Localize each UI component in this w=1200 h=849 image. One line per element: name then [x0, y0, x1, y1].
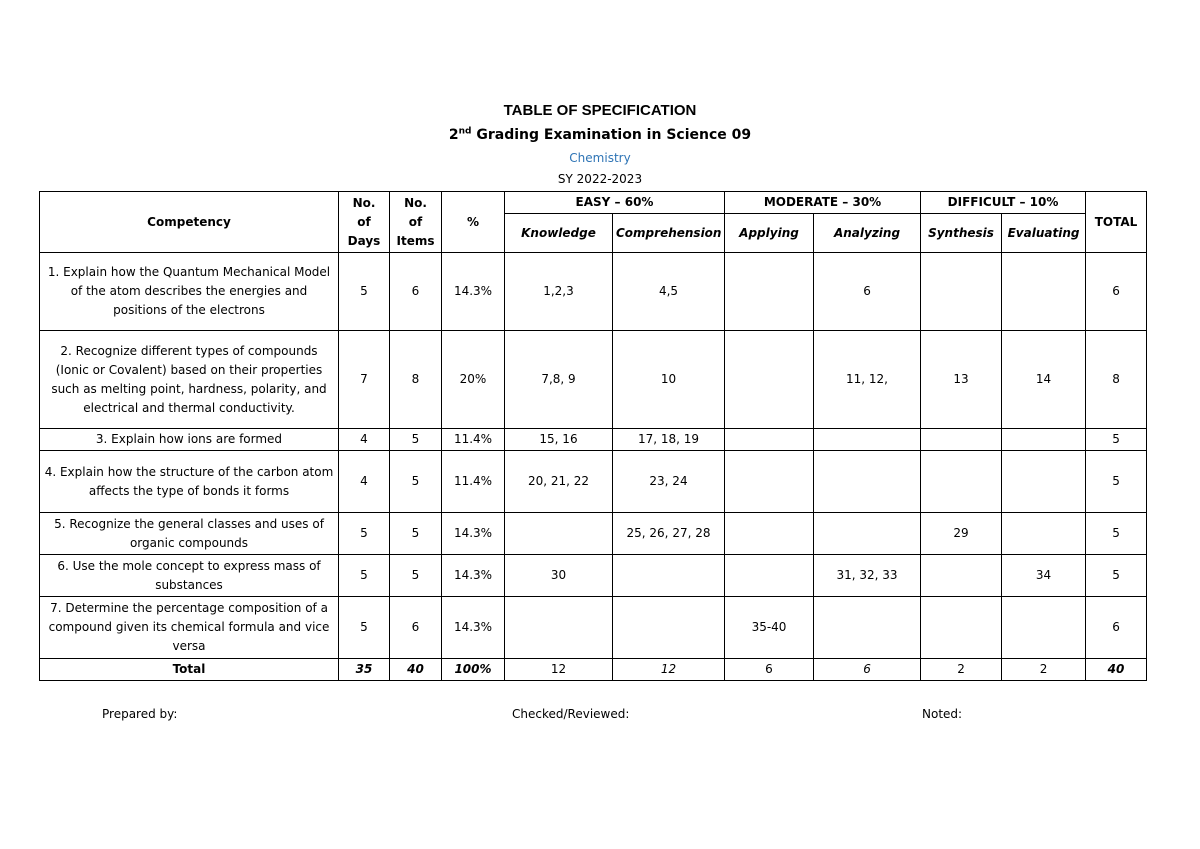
header-items: No. of Items: [390, 192, 442, 253]
days-cell: 5: [339, 597, 390, 659]
analyzing-cell: [814, 429, 921, 451]
comprehension-cell: 25, 26, 27, 28: [613, 513, 725, 555]
analyzing-cell: 11, 12,: [814, 331, 921, 429]
header-days: No. of Days: [339, 192, 390, 253]
competency-cell: 5. Recognize the general classes and uses of organic compounds: [40, 513, 339, 555]
applying-cell: 35-40: [725, 597, 814, 659]
synthesis-cell: [921, 451, 1002, 513]
percent-cell: 14.3%: [442, 597, 505, 659]
header-moderate: MODERATE – 30%: [725, 192, 921, 214]
total-cell: 8: [1086, 331, 1147, 429]
totals-comprehension: 12: [613, 659, 725, 681]
analyzing-cell: [814, 513, 921, 555]
totals-percent: 100%: [442, 659, 505, 681]
items-cell: 5: [390, 555, 442, 597]
evaluating-cell: [1002, 451, 1086, 513]
knowledge-cell: 15, 16: [505, 429, 613, 451]
evaluating-cell: 34: [1002, 555, 1086, 597]
evaluating-cell: 14: [1002, 331, 1086, 429]
table-row: [40, 513, 1147, 555]
days-cell: 7: [339, 331, 390, 429]
totals-items: 40: [390, 659, 442, 681]
knowledge-cell: 1,2,3: [505, 253, 613, 331]
applying-cell: [725, 513, 814, 555]
comprehension-cell: 23, 24: [613, 451, 725, 513]
evaluating-cell: [1002, 253, 1086, 331]
specification-table: [39, 191, 1147, 681]
analyzing-cell: 6: [814, 253, 921, 331]
percent-cell: 11.4%: [442, 451, 505, 513]
items-cell: 6: [390, 253, 442, 331]
synthesis-cell: [921, 597, 1002, 659]
applying-cell: [725, 555, 814, 597]
totals-applying: 6: [725, 659, 814, 681]
knowledge-cell: 7,8, 9: [505, 331, 613, 429]
document-title: TABLE OF SPECIFICATION: [503, 102, 697, 119]
total-cell: 6: [1086, 597, 1147, 659]
total-cell: 5: [1086, 429, 1147, 451]
comprehension-cell: [613, 555, 725, 597]
items-cell: 5: [390, 451, 442, 513]
percent-cell: 11.4%: [442, 429, 505, 451]
days-cell: 4: [339, 429, 390, 451]
header-difficult: DIFFICULT – 10%: [921, 192, 1086, 214]
competency-cell: 1. Explain how the Quantum Mechanical Model of the atom describes the energies and positions of the electrons: [40, 253, 339, 331]
analyzing-cell: 31, 32, 33: [814, 555, 921, 597]
knowledge-cell: [505, 597, 613, 659]
competency-cell: 7. Determine the percentage composition of a compound given its chemical formula and vice versa: [40, 597, 339, 659]
comprehension-cell: [613, 597, 725, 659]
totals-evaluating: 2: [1002, 659, 1086, 681]
total-cell: 5: [1086, 555, 1147, 597]
totals-days: 35: [339, 659, 390, 681]
competency-cell: 6. Use the mole concept to express mass of substances: [40, 555, 339, 597]
subtitle-text: Grading Examination in Science 09: [471, 127, 752, 143]
days-cell: 4: [339, 451, 390, 513]
table-row: [40, 451, 1147, 513]
totals-analyzing: 6: [814, 659, 921, 681]
percent-cell: 14.3%: [442, 555, 505, 597]
items-cell: 5: [390, 513, 442, 555]
percent-cell: 20%: [442, 331, 505, 429]
evaluating-cell: [1002, 597, 1086, 659]
competency-cell: 4. Explain how the structure of the carbon atom affects the type of bonds it forms: [40, 451, 339, 513]
total-cell: 5: [1086, 451, 1147, 513]
header-percent: %: [442, 192, 505, 253]
items-cell: 6: [390, 597, 442, 659]
header-evaluating: Evaluating: [1002, 214, 1086, 253]
synthesis-cell: [921, 429, 1002, 451]
noted-label: Noted:: [922, 707, 963, 721]
synthesis-cell: [921, 253, 1002, 331]
table-row: [40, 597, 1147, 659]
totals-total: 40: [1086, 659, 1147, 681]
header-competency: Competency: [40, 192, 339, 253]
document-subtitle: [0, 127, 1200, 143]
header-knowledge: Knowledge: [505, 214, 613, 253]
table-row: [40, 253, 1147, 331]
knowledge-cell: [505, 513, 613, 555]
percent-cell: 14.3%: [442, 513, 505, 555]
header-comprehension: Comprehension: [613, 214, 725, 253]
table-row: [40, 429, 1147, 451]
analyzing-cell: [814, 451, 921, 513]
total-cell: 5: [1086, 513, 1147, 555]
subject-label: Chemistry: [569, 151, 631, 165]
table-row: [40, 331, 1147, 429]
competency-cell: 2. Recognize different types of compounds (Ionic or Covalent) based on their properties such as melting point, hardness, polarity, and electrical and thermal conductivity.: [40, 331, 339, 429]
subtitle-superscript: nd: [458, 126, 472, 137]
header-applying: Applying: [725, 214, 814, 253]
applying-cell: [725, 451, 814, 513]
knowledge-cell: 30: [505, 555, 613, 597]
prepared-by-label: Prepared by:: [102, 707, 178, 721]
synthesis-cell: 29: [921, 513, 1002, 555]
applying-cell: [725, 253, 814, 331]
items-cell: 5: [390, 429, 442, 451]
header-total: TOTAL: [1086, 192, 1147, 253]
totals-knowledge: 12: [505, 659, 613, 681]
header-synthesis: Synthesis: [921, 214, 1002, 253]
evaluating-cell: [1002, 429, 1086, 451]
school-year-label: SY 2022-2023: [557, 172, 643, 186]
percent-cell: 14.3%: [442, 253, 505, 331]
days-cell: 5: [339, 253, 390, 331]
table-row: [40, 555, 1147, 597]
header-row-groups: [40, 192, 1147, 214]
evaluating-cell: [1002, 513, 1086, 555]
header-easy: EASY – 60%: [505, 192, 725, 214]
total-cell: 6: [1086, 253, 1147, 331]
days-cell: 5: [339, 555, 390, 597]
applying-cell: [725, 331, 814, 429]
days-cell: 5: [339, 513, 390, 555]
checked-reviewed-label: Checked/Reviewed:: [512, 707, 630, 721]
totals-label: Total: [40, 659, 339, 681]
totals-synthesis: 2: [921, 659, 1002, 681]
subtitle-number: 2: [448, 127, 459, 143]
competency-cell: 3. Explain how ions are formed: [40, 429, 339, 451]
items-cell: 8: [390, 331, 442, 429]
comprehension-cell: 4,5: [613, 253, 725, 331]
header-analyzing: Analyzing: [814, 214, 921, 253]
synthesis-cell: [921, 555, 1002, 597]
knowledge-cell: 20, 21, 22: [505, 451, 613, 513]
analyzing-cell: [814, 597, 921, 659]
totals-row: [40, 659, 1147, 681]
comprehension-cell: 17, 18, 19: [613, 429, 725, 451]
applying-cell: [725, 429, 814, 451]
synthesis-cell: 13: [921, 331, 1002, 429]
comprehension-cell: 10: [613, 331, 725, 429]
